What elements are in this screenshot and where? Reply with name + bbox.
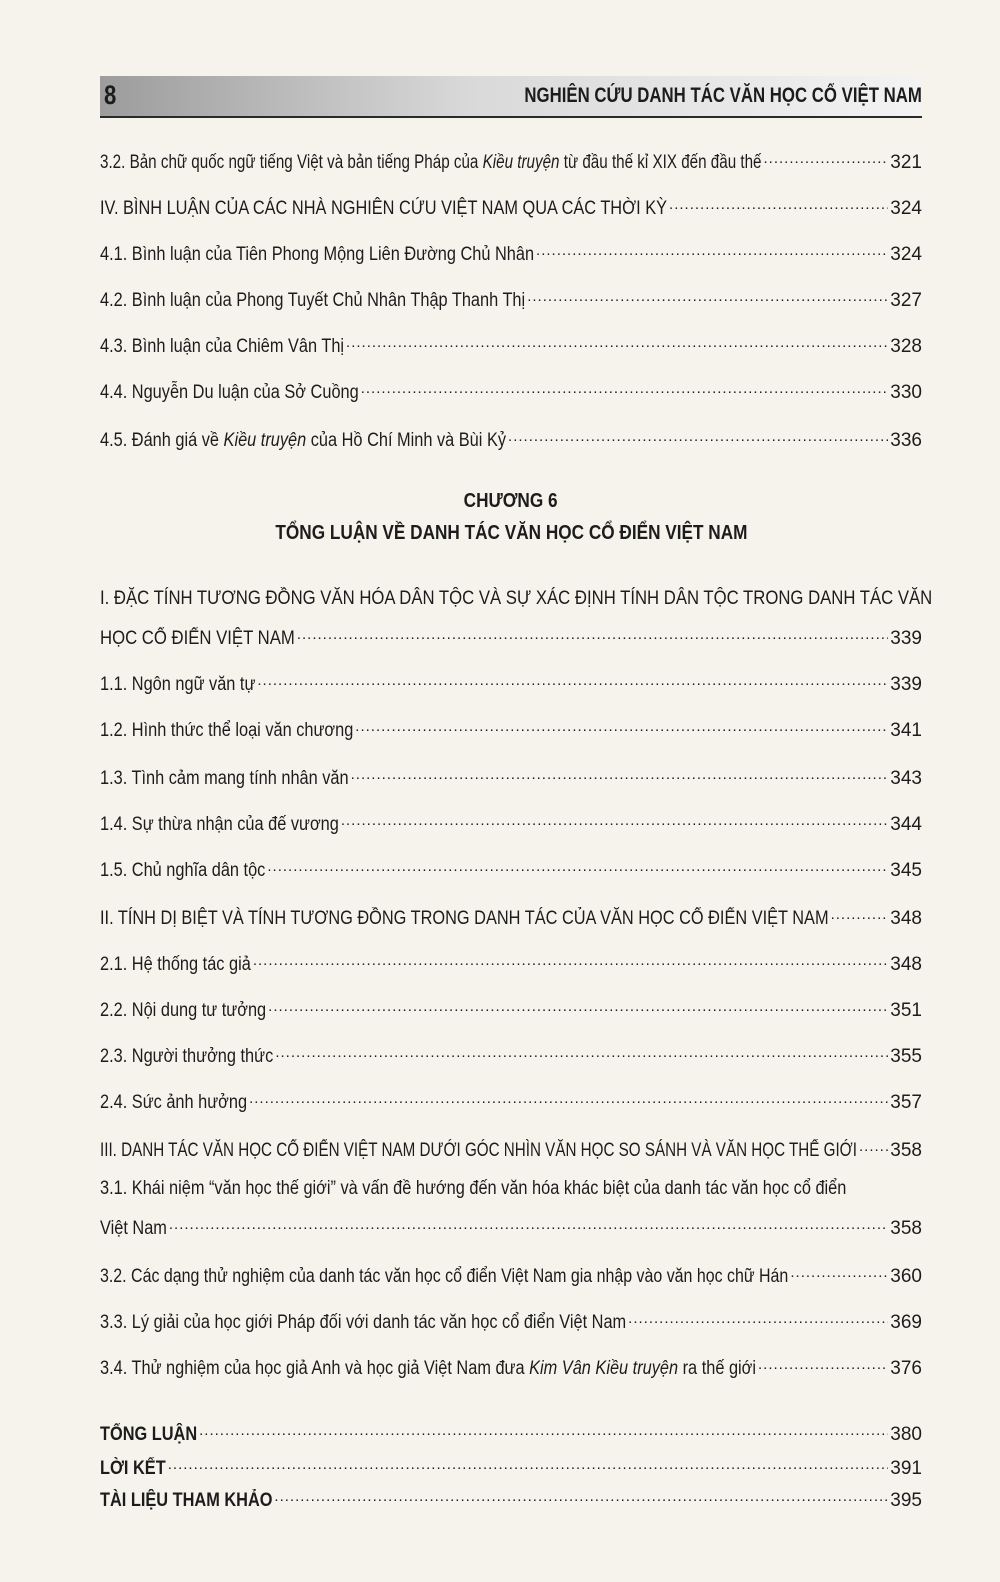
entry-page: 336	[890, 430, 922, 451]
toc-entry-tong-luan[interactable]	[100, 1414, 922, 1445]
entry-page: 376	[890, 1358, 922, 1379]
entry-page: 360	[890, 1266, 922, 1287]
toc-entry[interactable]	[100, 142, 922, 173]
dot-leader	[859, 1130, 888, 1156]
entry-text: của Hồ Chí Minh và Bùi Kỷ	[306, 430, 507, 451]
entry-page: 351	[890, 1000, 922, 1021]
entry-page: 321	[890, 152, 922, 173]
entry-text: 2.2. Nội dung tư tưởng	[100, 1000, 267, 1021]
toc-entry[interactable]	[100, 1036, 922, 1067]
entry-page: 324	[890, 198, 922, 219]
running-header	[100, 76, 922, 118]
toc-entry[interactable]	[100, 1256, 922, 1287]
toc-entry[interactable]	[100, 990, 922, 1021]
entry-page: 358	[890, 1218, 922, 1239]
page-number: 8	[104, 80, 116, 110]
dot-leader	[361, 372, 889, 398]
toc-entry[interactable]	[100, 420, 922, 451]
entry-page: 330	[890, 382, 922, 403]
dot-leader	[346, 326, 888, 352]
toc-entry-line[interactable]	[100, 1176, 922, 1202]
entry-text: 1.3. Tình cảm mang tính nhân văn	[100, 768, 349, 789]
entry-text: 3.2. Bản chữ quốc ngữ tiếng Việt và bản tiếng Pháp của	[100, 152, 483, 173]
entry-page: 358	[890, 1140, 922, 1161]
running-title: NGHIÊN CỨU DANH TÁC VĂN HỌC CỔ VIỆT NAM	[524, 84, 922, 107]
entry-page: 341	[890, 720, 922, 741]
toc-entry-line[interactable]	[100, 586, 933, 612]
entry-page: 355	[890, 1046, 922, 1067]
entry-page: 369	[890, 1312, 922, 1333]
entry-italic-title: Kiều truyện	[223, 430, 307, 451]
entry-page: 339	[890, 674, 922, 695]
dot-leader	[249, 1082, 888, 1108]
entry-italic-title: Kiều truyện	[482, 152, 560, 173]
entry-page: 345	[890, 860, 922, 881]
dot-leader	[275, 1036, 888, 1062]
dot-leader	[628, 1302, 888, 1328]
dot-leader	[831, 898, 889, 924]
toc-entry[interactable]	[100, 1302, 922, 1333]
toc-entry[interactable]	[100, 618, 922, 649]
entry-page: 328	[890, 336, 922, 357]
dot-leader	[790, 1256, 888, 1282]
toc-entry[interactable]	[100, 898, 922, 929]
entry-italic-title: Kim Vân Kiều truyện	[529, 1358, 679, 1379]
entry-text: 3.1. Khái niệm “văn học thế giới” và vấn đề hướng đến văn hóa khác biệt của danh tác văn học cổ điển	[100, 1178, 847, 1199]
entry-text: 4.2. Bình luận của Phong Tuyết Chủ Nhân Thập Thanh Thị	[100, 290, 526, 311]
entry-text: Việt Nam	[100, 1218, 167, 1239]
toc-entry[interactable]	[100, 326, 922, 357]
entry-text: 2.1. Hệ thống tác giả	[100, 954, 251, 975]
entry-text: 1.4. Sự thừa nhận của đế vương	[100, 814, 339, 835]
dot-leader	[168, 1448, 889, 1474]
dot-leader	[536, 234, 888, 260]
entry-text: TỔNG LUẬN	[100, 1424, 198, 1445]
chapter-number: CHƯƠNG 6	[464, 490, 558, 512]
toc-entry[interactable]	[100, 234, 922, 265]
toc-entry[interactable]	[100, 372, 922, 403]
dot-leader	[199, 1414, 888, 1440]
toc-entry[interactable]	[100, 804, 922, 835]
dot-leader	[669, 188, 888, 214]
toc-entry[interactable]	[100, 1130, 922, 1161]
entry-text: IV. BÌNH LUẬN CỦA CÁC NHÀ NGHIÊN CỨU VIỆT NAM QUA CÁC THỜI KỲ	[100, 198, 667, 219]
dot-leader	[257, 664, 888, 690]
entry-text: III. DANH TÁC VĂN HỌC CỔ ĐIỂN VIỆT NAM DƯỚI GÓC NHÌN VĂN HỌC SO SÁNH VÀ VĂN HỌC THẾ GIỚI	[100, 1140, 857, 1161]
toc-entry[interactable]	[100, 188, 922, 219]
entry-page: 339	[890, 628, 922, 649]
dot-leader	[253, 944, 888, 970]
entry-text: 2.4. Sức ảnh hưởng	[100, 1092, 248, 1113]
entry-page: 327	[890, 290, 922, 311]
toc-entry[interactable]	[100, 758, 922, 789]
entry-text: 4.5. Đánh giá về	[100, 430, 224, 451]
entry-text: I. ĐẶC TÍNH TƯƠNG ĐỒNG VĂN HÓA DÂN TỘC VÀ SỰ XÁC ĐỊNH TÍNH DÂN TỘC TRONG DANH TÁC VĂN	[100, 588, 933, 609]
entry-text: 1.2. Hình thức thể loại văn chương	[100, 720, 354, 741]
dot-leader	[508, 420, 888, 446]
toc-entry[interactable]	[100, 850, 922, 881]
toc-entry[interactable]	[100, 1348, 922, 1379]
entry-text: 4.4. Nguyễn Du luận của Sở Cuồng	[100, 382, 359, 403]
entry-text: 1.1. Ngôn ngữ văn tự	[100, 674, 256, 695]
chapter-title: TỔNG LUẬN VỀ DANH TÁC VĂN HỌC CỔ ĐIỂN VIỆT NAM	[274, 522, 748, 544]
entry-text: 4.1. Bình luận của Tiên Phong Mộng Liên Đường Chủ Nhân	[100, 244, 535, 265]
entry-text: 2.3. Người thưởng thức	[100, 1046, 274, 1067]
dot-leader	[297, 618, 888, 644]
entry-page: 343	[890, 768, 922, 789]
entry-page: 380	[890, 1424, 922, 1445]
entry-text: 3.2. Các dạng thử nghiệm của danh tác văn học cổ điển Việt Nam gia nhập vào văn học chữ Hán	[100, 1266, 789, 1287]
toc-entry[interactable]	[100, 664, 922, 695]
dot-leader	[341, 804, 888, 830]
entry-page: 344	[890, 814, 922, 835]
entry-page: 357	[890, 1092, 922, 1113]
toc-entry-tai-lieu[interactable]	[100, 1480, 922, 1511]
entry-text: ra thế giới	[678, 1358, 757, 1379]
entry-text: 1.5. Chủ nghĩa dân tộc	[100, 860, 266, 881]
dot-leader	[351, 758, 889, 784]
entry-text: từ đầu thế kỉ XIX đến đầu thế	[559, 152, 762, 173]
dot-leader	[758, 1348, 888, 1374]
entry-text: HỌC CỔ ĐIỂN VIỆT NAM	[100, 628, 295, 649]
dot-leader	[268, 990, 888, 1016]
entry-text: 4.3. Bình luận của Chiêm Vân Thị	[100, 336, 345, 357]
entry-page: 348	[890, 954, 922, 975]
entry-page: 395	[890, 1490, 922, 1511]
entry-text: 3.3. Lý giải của học giới Pháp đối với danh tác văn học cổ điển Việt Nam	[100, 1312, 627, 1333]
entry-page: 348	[890, 908, 922, 929]
dot-leader	[274, 1480, 888, 1506]
toc-entry[interactable]	[100, 1082, 922, 1113]
toc-entry[interactable]	[100, 280, 922, 311]
dot-leader	[169, 1208, 888, 1234]
toc-entry[interactable]	[100, 710, 922, 741]
dot-leader	[267, 850, 888, 876]
entry-page: 391	[890, 1458, 922, 1479]
entry-text: 3.4. Thử nghiệm của học giả Anh và học giả Việt Nam đưa	[100, 1358, 530, 1379]
dot-leader	[355, 710, 888, 736]
dot-leader	[764, 142, 889, 168]
entry-text: II. TÍNH DỊ BIỆT VÀ TÍNH TƯƠNG ĐỒNG TRONG DANH TÁC CỦA VĂN HỌC CỔ ĐIỂN VIỆT NAM	[100, 908, 829, 929]
entry-page: 324	[890, 244, 922, 265]
entry-text: TÀI LIỆU THAM KHẢO	[100, 1490, 273, 1511]
dot-leader	[527, 280, 888, 306]
toc-entry[interactable]	[100, 1208, 922, 1239]
entry-text: LỜI KẾT	[100, 1458, 166, 1479]
toc-entry-loi-ket[interactable]	[100, 1448, 922, 1479]
toc-entry[interactable]	[100, 944, 922, 975]
